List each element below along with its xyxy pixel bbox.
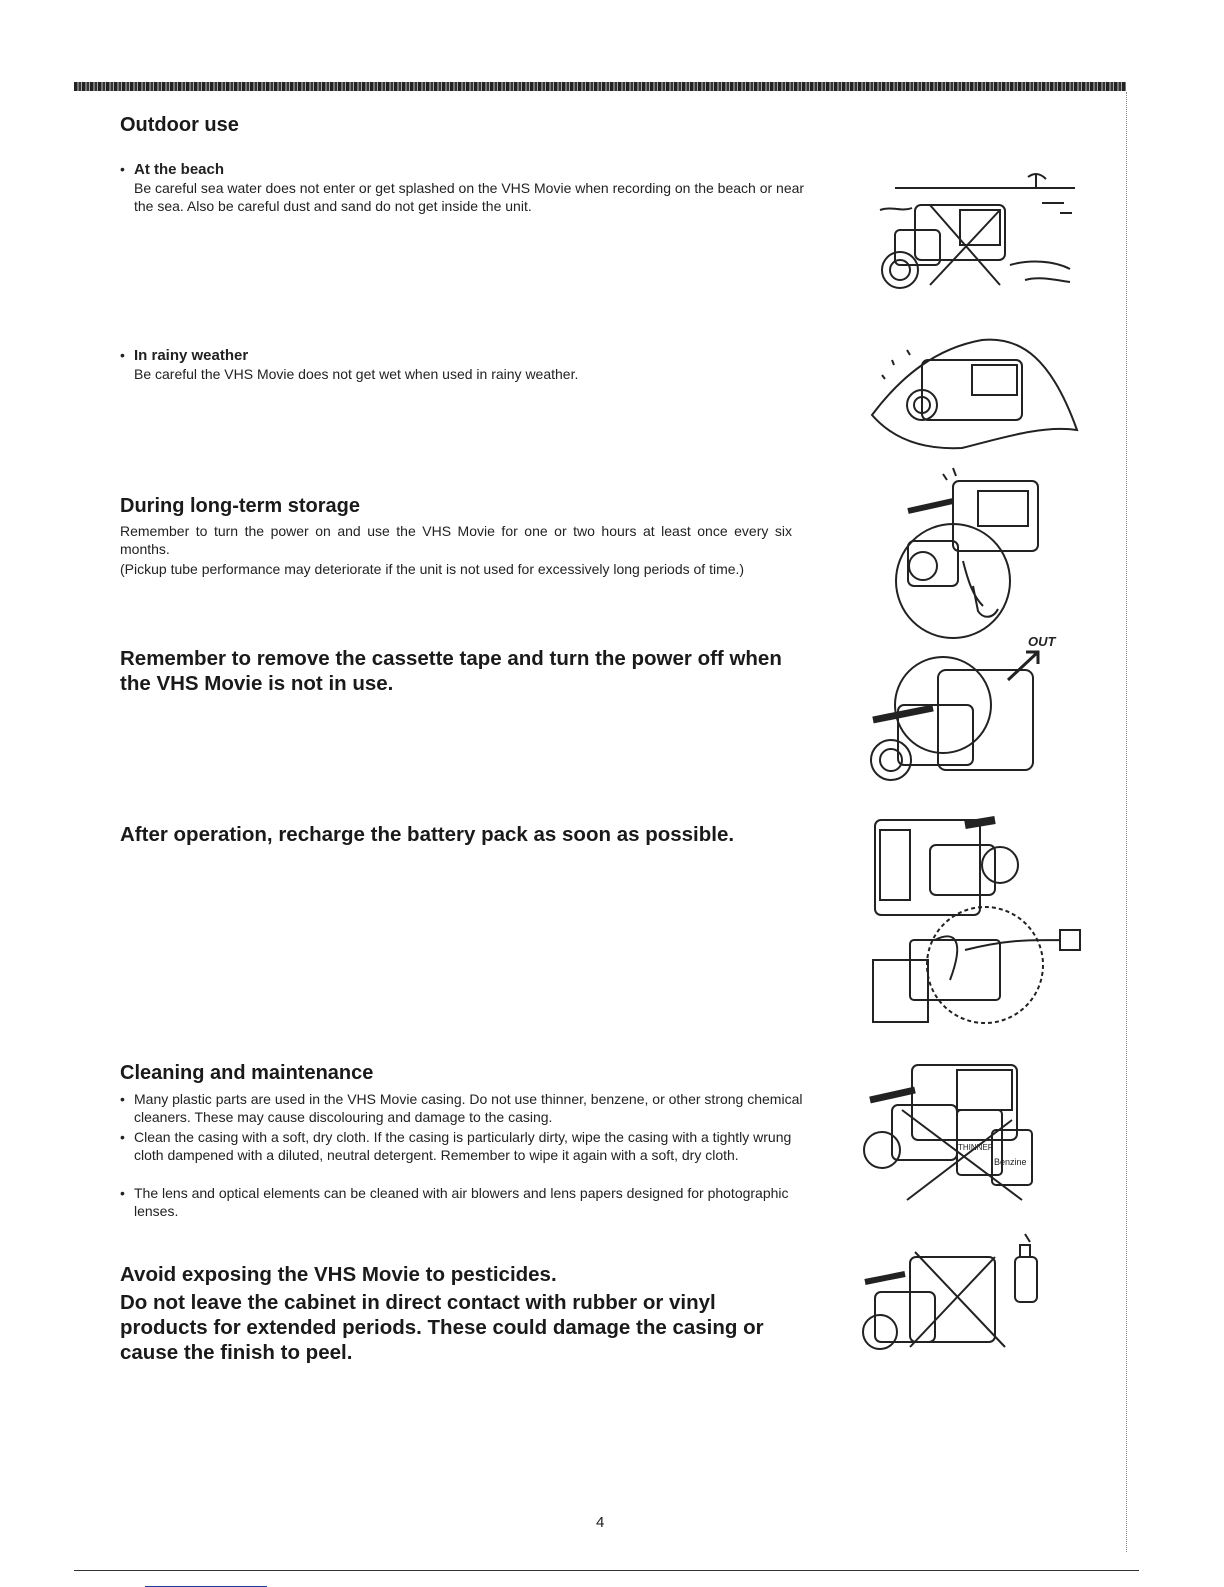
rubber-notice: Do not leave the cabinet in direct contact with rubber or vinyl products for extended periods. These could damage the casing or cause the finish to peel. bbox=[120, 1291, 764, 1364]
battery-charge-illustration bbox=[865, 800, 1100, 1040]
cassette-out-illustration bbox=[858, 630, 1073, 795]
bullet-beach bbox=[120, 160, 814, 215]
rain-label: In rainy weather bbox=[134, 347, 249, 364]
rain-camcorder-illustration bbox=[862, 330, 1087, 455]
bullet-rain bbox=[120, 346, 814, 383]
header-bar bbox=[74, 82, 1126, 91]
beach-camcorder-illustration bbox=[860, 165, 1100, 315]
beach-label: At the beach bbox=[134, 161, 225, 178]
section-title-outdoor: Outdoor use bbox=[120, 114, 239, 136]
storage-camcorder-illustration bbox=[893, 466, 1043, 646]
cleaning-item-2: • Clean the casing with a soft, dry cloth. If the casing is particularly dirty, wipe the casing with a tightly wrung cloth dampened with a diluted, neutral detergent. Remember to wipe it again with a soft, dry cloth. bbox=[120, 1128, 810, 1164]
storage-text-1: Remember to turn the power on and use the VHS Movie for one or two hours at least once every six months. bbox=[120, 523, 792, 557]
right-margin-rule bbox=[1126, 92, 1127, 1552]
cleaning-item-3: • The lens and optical elements can be cleaned with air blowers and lens papers designed for photographic lenses. bbox=[120, 1184, 810, 1220]
no-thinner-illustration bbox=[862, 1050, 1047, 1215]
section-title-cleaning: Cleaning and maintenance bbox=[120, 1062, 374, 1084]
beach-text: Be careful sea water does not enter or get splashed on the VHS Movie when recording on the beach or near the sea. Also be careful dust and sand do not get inside the unit. bbox=[134, 180, 805, 214]
thinner-label: THINNER bbox=[958, 1143, 994, 1152]
no-pesticide-illustration bbox=[855, 1222, 1060, 1362]
recharge-notice: After operation, recharge the battery pack as soon as possible. bbox=[120, 823, 735, 846]
cleaning-item-1: • Many plastic parts are used in the VHS Movie casing. Do not use thinner, benzene, or other strong chemical cleaners. These may cause discolouring and damage to the casing. bbox=[120, 1090, 810, 1126]
rain-text: Be careful the VHS Movie does not get wet when used in rainy weather. bbox=[134, 366, 579, 382]
storage-text-2: (Pickup tube performance may deteriorate if the unit is not used for excessively long periods of time.) bbox=[120, 561, 745, 577]
benzene-label: Benzine bbox=[994, 1157, 1027, 1167]
remember-notice: Remember to remove the cassette tape and turn the power off when the VHS Movie is not in use. bbox=[120, 647, 782, 695]
out-label: OUT bbox=[1028, 634, 1056, 649]
section-title-storage: During long-term storage bbox=[120, 495, 361, 517]
footer-rule bbox=[74, 1570, 1139, 1571]
pesticides-notice: Avoid exposing the VHS Movie to pesticides. bbox=[120, 1263, 557, 1286]
page-number: 4 bbox=[596, 1514, 605, 1531]
